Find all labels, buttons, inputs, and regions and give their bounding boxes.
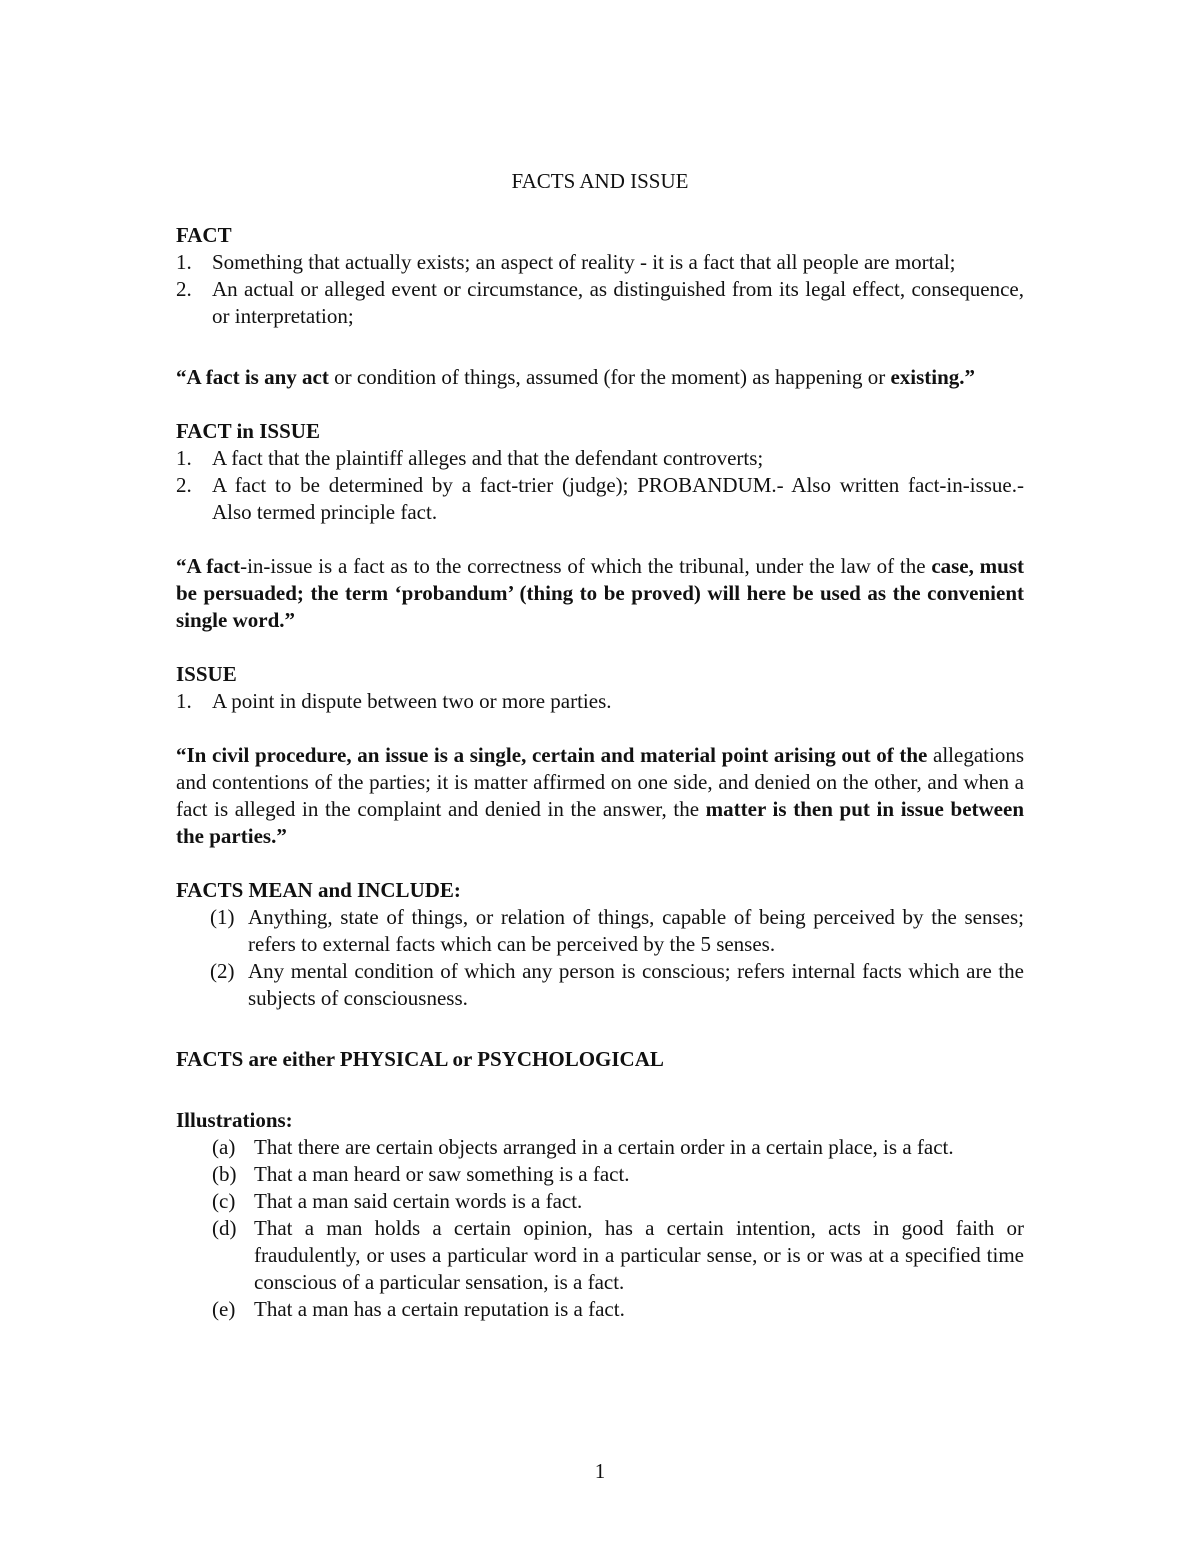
section-heading-facts-mean: FACTS MEAN and INCLUDE: <box>176 878 461 902</box>
quote-bold-part: “A fact is any act <box>176 365 329 389</box>
list-text: A fact that the plaintiff alleges and that the defendant controverts; <box>212 446 764 470</box>
list-text: That a man said certain words is a fact. <box>254 1189 583 1213</box>
fact-list <box>176 249 1024 330</box>
list-number: 1. <box>176 689 192 713</box>
fact-definition-quote <box>176 364 1024 391</box>
list-text: A point in dispute between two or more parties. <box>212 689 612 713</box>
list-item <box>176 1161 1024 1188</box>
list-letter: (d) <box>212 1216 237 1240</box>
section-heading-issue: ISSUE <box>176 662 237 686</box>
list-item <box>176 1134 1024 1161</box>
quote-bold-part: matter is then put in issue between the parties.” <box>176 797 1024 848</box>
list-letter: (b) <box>212 1162 237 1186</box>
quote-bold-part: case, must be persuaded; the term ‘probandum’ (thing to be proved) will here be used as the convenient single word.” <box>176 554 1024 632</box>
list-text: Something that actually exists; an aspect of reality - it is a fact that all people are mortal; <box>212 250 956 274</box>
section-heading-fact-in-issue: FACT in ISSUE <box>176 419 320 443</box>
list-item <box>176 904 1024 958</box>
quote-normal-part: allegations and contentions of the parties; it is matter affirmed on one side, and denied on the other, and when a fact is alleged in the complaint and denied in the answer, the <box>176 743 1024 821</box>
list-number: (2) <box>210 959 235 983</box>
quote-normal-part: -in-issue is a fact as to the correctness of which the tribunal, under the law of the <box>240 554 932 578</box>
list-number: 2. <box>176 473 192 497</box>
list-text: A fact to be determined by a fact-trier (judge); PROBANDUM.- Also written fact-in-issue.- Also termed principle fact. <box>212 473 1024 524</box>
issue-definition-quote <box>176 742 1024 850</box>
list-item <box>176 276 1024 330</box>
list-text: That a man has a certain reputation is a fact. <box>254 1297 625 1321</box>
list-text: An actual or alleged event or circumstance, as distinguished from its legal effect, consequence, or interpretation; <box>212 277 1024 328</box>
list-item <box>176 249 1024 276</box>
list-item <box>176 445 1024 472</box>
facts-mean-list <box>176 904 1024 1012</box>
document-title: FACTS AND ISSUE <box>511 169 689 193</box>
list-item <box>176 472 1024 526</box>
list-text: Anything, state of things, or relation of things, capable of being perceived by the senses; refers to external facts which can be perceived by the 5 senses. <box>248 905 1024 956</box>
list-item <box>176 1215 1024 1296</box>
list-text: That a man holds a certain opinion, has a certain intention, acts in good faith or fraudulently, or uses a particular word in a particular sense, or is or was at a specified time conscious of a particular sensation, is a fact. <box>254 1216 1024 1294</box>
list-text: That a man heard or saw something is a fact. <box>254 1162 630 1186</box>
list-item <box>176 1188 1024 1215</box>
section-heading-fact: FACT <box>176 223 232 247</box>
list-letter: (c) <box>212 1189 236 1213</box>
list-letter: (e) <box>212 1297 236 1321</box>
list-letter: (a) <box>212 1135 236 1159</box>
fact-in-issue-list <box>176 445 1024 526</box>
list-text: That there are certain objects arranged in a certain order in a certain place, is a fact. <box>254 1135 954 1159</box>
page-number: 1 <box>594 1459 606 1483</box>
list-item <box>176 958 1024 1012</box>
quote-bold-part: existing.” <box>890 365 976 389</box>
section-heading-facts-either: FACTS are either PHYSICAL or PSYCHOLOGICAL <box>176 1047 664 1071</box>
document-page <box>176 168 1024 1323</box>
list-number: 1. <box>176 446 192 470</box>
issue-list <box>176 688 1024 715</box>
list-text: Any mental condition of which any person is conscious; refers internal facts which are the subjects of consciousness. <box>248 959 1024 1010</box>
quote-normal-part: or condition of things, assumed (for the moment) as happening or <box>328 365 891 389</box>
quote-bold-part: “In civil procedure, an issue is a single, certain and material point arising out of the <box>176 743 928 767</box>
section-heading-illustrations: Illustrations: <box>176 1108 293 1132</box>
illustrations-list <box>176 1134 1024 1323</box>
list-number: 2. <box>176 277 192 301</box>
list-item <box>176 1296 1024 1323</box>
list-number: (1) <box>210 905 235 929</box>
fact-in-issue-quote <box>176 553 1024 634</box>
list-number: 1. <box>176 250 192 274</box>
quote-bold-part: “A fact <box>176 554 241 578</box>
list-item <box>176 688 1024 715</box>
